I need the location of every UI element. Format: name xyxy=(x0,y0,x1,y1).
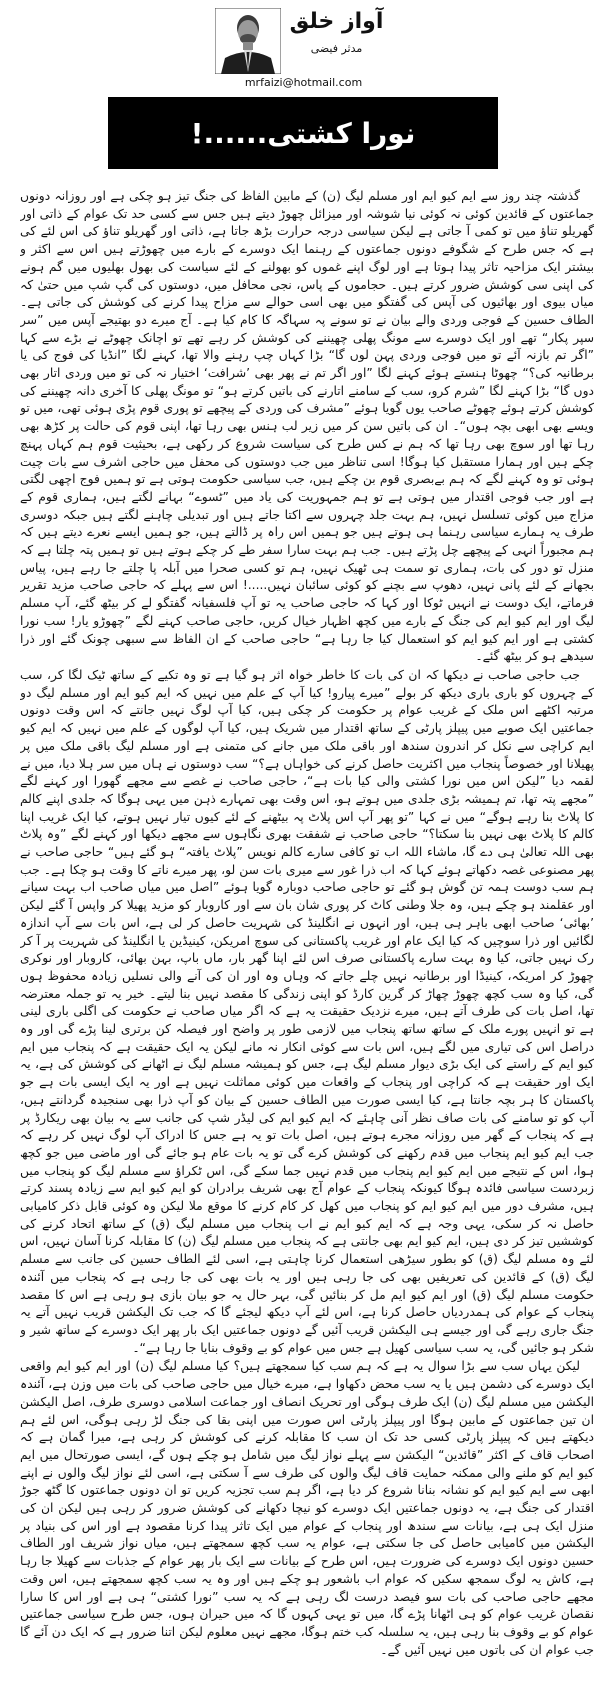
article-body xyxy=(20,188,594,1672)
column-header xyxy=(211,8,396,90)
column-title: آواز خلق xyxy=(289,9,384,34)
author-name: مدثر فیضی xyxy=(310,42,363,55)
article-paragraph: گذشتہ چند روز سے ایم کیو ایم اور مسلم لیگ (ن) کے مابین الفاظ کی جنگ تیز ہو چکی ہے اور روزانہ دونوں جماعتوں کے قائدین کوئی نہ کوئی نیا شوشہ اور میزائل چھوڑ دیتے ہیں جس سے کسی حد تک عوام کے ذاتی اور گھریلو تناؤ میں تو کمی آ جاتی ہے لیکن سیاسی درجہ حرارت بڑھ جاتا ہے، ذاتی اور گھریلو تناؤ کی اس لئے کی ہے کہ جس طرح کے شگوفے دونوں جماعتوں کے رہنما ایک دوسرے کے بارے میں چھوڑتے ہیں اس سے اکثر و بیشتر ایک مزاحیہ تاثر پیدا ہوتا ہے اور لوگ اپنے غموں کو بھولنے کے لئے سیاست کی بھول بھلیوں میں گم ہونے کی اپنی سی کوشش ضرور کرتے ہیں۔ حجاموں کے پاس، نجی محافل میں، دوستوں کی گپ شپ میں حتیٰ کہ میاں بیوی اور بھائیوں کی آپس کی گفتگو میں بھی اسی حوالے سے مزاح پیدا کرنے کی کوشش کی جاتی ہے۔ الطاف حسین کے فوجی وردی والے بیان نے تو سونے پہ سہاگہ کا کام کیا ہے۔ آج میرے دو بھتیجے آپس میں ”سر سپر پکار“ تھے اور ایک دوسرے سے مونگ پھلی چھیننے کی کوشش کر رہے تھے تو اچانک چھوٹے نے بڑے سے کہا ”اگر تم بازنہ آئے تو میں فوجی وردی پہن لوں گا“ بڑا کہاں چپ رہنے والا تھا، کہنے لگا ”انڈیا کی فوج کی یا برطانیہ کی؟“ چھوٹا ہنستے ہوئے کہنے لگا ”اور اگر تم نے پھر بھی ’شرافت‘ اختیار نہ کی تو میں وردی اتار بھی دوں گا“ بڑا کہنے لگا ”شرم کرو، سب کے سامنے اتارنے کی باتیں کرتے ہو“ تو مونگ پھلی کا آخری دانہ چھیننے کی کوشش کرتے ہوئے چھوٹے صاحب یوں گویا ہوئے ”مشرف کی وردی کے پیچھے تو پوری قوم پڑی ہوئی تھی، میں تو ویسے بھی ابھی بچہ ہوں“۔ ان کی باتیں سن کر میں زیر لب ہنس بھی رہا تھا، اپنی قوم کی حالت پر کڑھ بھی رہا تھا اور سوچ بھی رہا تھا کہ ہم نے کس طرح کی سیاست شروع کر رکھی ہے، بحیثیت قوم ہم کہاں پہنچ چکے ہیں اور ہمارا مستقبل کیا ہوگا! اسی تناظر میں جب دوستوں کی محفل میں حاجی اشرف سے بات چیت ہوئی تو وہ کہنے لگے کہ ہم بےبصری قوم بن چکے ہیں، جب سیاسی حکومت ہوتی ہے تو ہمیں فوج اچھی لگتی ہے اور جب فوجی اقتدار میں ہوتی ہے تو ہم جمہوریت کی یاد میں ”ٹسوے“ بہانے لگتے ہیں، ہماری قوم کے مزاج میں کوئی تسلسل نہیں، ہم بہت جلد چہروں سے اکتا جاتے ہیں اور تبدیلی چاہنے لگتے ہیں جبکہ دوسری طرف یہ ہمارے سیاسی رہنما ہی ہوتے ہیں جو ہمیں اس راہ پر ڈالتے ہیں، جو ہمیں ایسے نعرے دیتے ہیں کہ ہم مجبوراً انہی کے پیچھے چل پڑتے ہیں۔ جب ہم بہت سارا سفر طے کر چکے ہوتے ہیں تو ہمیں پتہ چلتا ہے کہ منزل تو دور کی بات، ہماری تو سمت ہی ٹھیک نہیں، ہم تو کسی صحرا میں آبلہ پا چلتے جا رہے ہیں، پیاس بجھانے کے لئے پانی نہیں، دھوپ سے بچنے کو کوئی سائبان نہیں.....! اس سے پہلے کہ حاجی صاحب مزید تقریر فرماتے، ایک دوست نے انہیں ٹوکا اور کہا کہ حاجی صاحب یہ تو آپ فلسفیانہ گفتگو لے کر بیٹھ گئے، آپ مسلم لیگ اور ایم کیو ایم کی جنگ کے بارے میں کچھ اظہار خیال کریں، حاجی صاحب کہنے لگے ”چھوڑو یار! سب نورا کشتی ہے اور ایم کیو ایم کو استعمال کیا جا رہا ہے“ حاجی صاحب کے ان الفاظ سے سبھی چونک گئے اور ذرا سیدھے ہو کر بیٹھ گئے۔ xyxy=(20,189,594,664)
headline: نورا کشتی......! xyxy=(190,116,416,150)
author-email: mrfaizi@hotmail.com xyxy=(211,76,396,90)
author-portrait-icon xyxy=(215,8,281,74)
headline-banner xyxy=(108,97,498,169)
article-paragraph: جب حاجی صاحب نے دیکھا کہ ان کی بات کا خاطر خواہ اثر ہو گیا ہے تو وہ تکیے کے ساتھ ٹیک لگا کر، سب کے چہروں کو باری باری دیکھ کر بولے ”میرے پیارو! کیا آپ کے علم میں نہیں کہ ایم کیو ایم اور مسلم لیگ دو مرتبہ اکٹھے اس ملک کے غریب عوام پر حکومت کر چکی ہیں، کیا آپ لوگ نہیں جانتے کہ اس وقت دونوں جماعتیں ایک صوبے میں پیپلز پارٹی کے ساتھ اقتدار میں شریک ہیں، کیا آپ لوگوں کے علم میں نہیں کہ ایم کیو ایم کراچی سے نکل کر اندرون سندھ اور باقی ملک میں جانے کی متمنی ہے اور مسلم لیگ باقی ملک میں پر پھیلانا اور خصوصاً پنجاب میں اکثریت حاصل کرنے کی خواہاں ہے؟“ سب دوستوں نے ہاں میں سر ہلا دیا، میں نے لقمہ دیا ”لیکن اس میں نورا کشتی والی کیا بات ہے“، حاجی صاحب نے غصے سے مجھے گھورا اور کہنے لگے ”مجھے پتہ تھا، تم ہمیشہ بڑی جلدی میں ہوتے ہو، اس وقت بھی تمہارے ذہن میں یہی ہوگا کہ جلدی اپنے کالم کا پلاٹ بنا رہے ہوگے“ میں نے کہا ”تو پھر آپ اس پلاٹ پہ بیٹھنے کے لئے کیوں تیار نہیں ہوتے، کیا ایک غریب اپنا کالم کا پلاٹ بھی نہیں بنا سکتا؟“ حاجی صاحب نے شفقت بھری نگاہوں سے مجھے دیکھا اور کہنے لگے ”وہ پلاٹ بھی اللہ تعالیٰ ہی دے گا، ماشاء اللہ اب تو کافی سارے کالم نویس ”پلاٹ یافتہ“ ہو گئے ہیں“ حاجی صاحب نے پھر مصنوعی غصہ دکھاتے ہوئے کہا کہ اب ذرا غور سے میری بات سن لو، پھر میرے ناتے کا وقت ہو چکا ہے۔ جب ہم سب دوست ہمہ تن گوش ہو گئے تو حاجی صاحب دوبارہ گویا ہوئے ”اصل میں میاں صاحب اب بہت سیانے اور عقلمند ہو چکے ہیں، وہ جلا وطنی کاٹ کر پوری شان بان سے اور کاروبار کو مزید پھیلا کر واپس آ گئے لیکن ’بھائی‘ صاحب ابھی باہر ہی ہیں، اور انہوں نے انگلینڈ کی شہریت حاصل کر لی ہے، اس بات سے آپ اندازہ لگائیں اور ذرا سوچیں کہ کیا ایک عام اور غریب پاکستانی کی سوچ امریکن، کینیڈین یا انگلینڈ کی شہریت پر آ کر رک نہیں جاتی، کیا وہ بہت سارے پاکستانی صرف اس لئے اپنا گھر بار، ماں باپ، بہن بھائی، کاروبار اور نوکری چھوڑ کر امریکہ، کینیڈا اور برطانیہ نہیں چلے جاتے کہ وہاں وہ اور ان کی آنے والی نسلیں زیادہ محفوظ ہوں گی، کیا وہ سب کچھ چھوڑ چھاڑ کر گرین کارڈ کو اپنی زندگی کا مقصد نہیں بنا لیتے۔ خیر یہ تو جملہ معترضہ تھا، اصل بات کی طرف آتے ہیں، میرے نزدیک حقیقت یہ ہے کہ اگر میاں صاحب نے حکومت کی اگلی باری لینی ہے تو انہیں پورے ملک کے ساتھ ساتھ پنجاب میں لازمی طور پر واضح اور فیصلہ کن برتری لینا پڑے گی اور وہ دراصل اس کی تیاری میں لگے ہیں، اس بات سے کوئی انکار نہ مانے لیکن یہ ایک حقیقت ہے کہ پنجاب میں ایم کیو ایم کے راستے کی ایک بڑی دیوار مسلم لیگ ہے، جس کو ہمیشہ مسلم لیگ نے اٹھانے کی کوشش کی ہے، یہ ایک اور حقیقت ہے کہ کراچی اور پنجاب کے واقعات میں کوئی مماثلت نہیں ہے اور یہ ایک ایسی بات ہے جو پاکستان کا ہر بچہ جانتا ہے، کیا ایسی صورت میں الطاف حسین کے بیان کو آپ ذرا بھی سنجیدہ گردانتے ہیں، آپ کو تو سامنے کی بات صاف نظر آنی چاہئے کہ ایم کیو ایم کی لیڈر شپ کی جانب سے یہ بیان بھی ریکارڈ پر ہے کہ پنجاب کے گھر میں روزانہ مجرے ہوتے ہیں، اصل بات تو یہ ہے جس کا ادراک آپ لوگ نہیں کر رہے کہ جب ایم کیو ایم پنجاب میں قدم رکھنے کی کوشش کرے گی تو یہ بات عام ہو جائے گی اور ماضی میں جو کچھ ہوا، اس کے نتیجے میں ایم کیو ایم پنجاب میں قدم نہیں جما سکے گی، اس ٹکراؤ سے مسلم لیگ کو پنجاب میں زبردست سیاسی فائدہ ہوگا کیونکہ پنجاب کے عوام آج بھی شریف برادران کو ایم کیو ایم سے زیادہ پسند کرتے ہیں، مشرف دور میں ایم کیو ایم کو پنجاب میں کھل کر کام کرنے کا موقع ملا لیکن وہ کوئی قابل ذکر کامیابی حاصل نہ کر سکی، یہی وجہ ہے کہ ایم کیو ایم نے اب پنجاب میں مسلم لیگ (ق) کے ساتھ اتحاد کرنے کی کوششیں تیز کر دی ہیں، ایم کیو ایم بھی جانتی ہے کہ پنجاب میں مسلم لیگ (ن) کا مقابلہ کرنا آسان نہیں، اس لئے وہ مسلم لیگ (ق) کو بطور سیڑھی استعمال کرنا چاہتی ہے، اسی لئے الطاف حسین کی جانب سے مسلم لیگ (ق) کے قائدین کی تعریفیں بھی کی جا رہی ہیں اور یہ بات بھی کی جا رہی ہے کہ پنجاب میں آئندہ حکومت مسلم لیگ (ق) اور ایم کیو ایم مل کر بنائیں گی، بہر حال یہ جو بیان بازی ہو رہی ہے اس کا مقصد پنجاب کے عوام کی ہمدردیاں حاصل کرنا ہے، اس لئے آپ دیکھ لیجئے گا کہ جب تک الیکشن قریب نہیں آتے یہ جنگ جاری رہے گی اور جیسے ہی الیکشن قریب آئیں گے دونوں جماعتیں ایک بار پھر ایک دوسرے کے ساتھ شیر و شکر ہو جائیں گی، یہ سب سیاسی کھیل ہے جس میں عوام کو بے وقوف بنایا جا رہا ہے“۔ xyxy=(20,667,594,1355)
article-paragraph: لیکن یہاں سب سے بڑا سوال یہ ہے کہ ہم سب کیا سمجھتے ہیں؟ کیا مسلم لیگ (ن) اور ایم کیو ایم واقعی ایک دوسرے کی دشمن ہیں یا یہ سب محض دکھاوا ہے، میرے خیال میں حاجی صاحب کی بات میں وزن ہے، آئندہ الیکشن میں مسلم لیگ (ن) ایک طرف ہوگی اور تحریک انصاف اور جماعت اسلامی دوسری طرف، اصل الیکشن ان تین جماعتوں کے مابین ہوگا اور پیپلز پارٹی اس صورت میں اپنی بقا کی جنگ لڑ رہی ہوگی، اس لئے ہم دیکھتے ہیں کہ پیپلز پارٹی کسی حد تک ان سب کا مقابلہ کرنے کی کوشش کر رہی ہے، میرا گمان ہے کہ اصحاب قاف کے اکثر ”قائدین“ الیکشن سے پہلے نواز لیگ میں شامل ہو چکے ہوں گے، ایسی صورتحال میں ایم کیو ایم کو ملنے والی ممکنہ حمایت قاف لیگ والوں کی طرف سے آ سکتی ہے، اسی لئے نواز لیگ والوں نے اپنے ابھی سے ایم کیو ایم کو نشانہ بنانا شروع کر دیا ہے، اگر ہم سب تجزیہ کریں تو ان دونوں جماعتوں کا گٹھ جوڑ اقتدار کی جنگ ہے، یہ دونوں جماعتیں ایک دوسرے کو نیچا دکھانے کی کوشش ضرور کر رہی ہیں لیکن ان کی منزل ایک ہی ہے، بیانات سے سندھ اور پنجاب کے عوام میں ایک تاثر پیدا کرنا مقصود ہے اور اس کی بنیاد پر الیکشن میں کامیابی حاصل کی جا سکتی ہے، عوام یہ سب کچھ سمجھتے ہیں، میاں نواز شریف اور الطاف حسین دونوں ایک دوسرے کی ضرورت ہیں، اس طرح کے بیانات سے ایک بار پھر عوام کے جذبات سے کھیلا جا رہا ہے، کاش یہ لوگ سمجھ سکیں کہ عوام اب باشعور ہو چکے ہیں اور وہ یہ سب کچھ سمجھتے ہیں، اس وقت مجھے حاجی صاحب کی بات سو فیصد درست لگ رہی ہے کہ یہ سب ”نورا کشتی“ ہی ہے اور اس کا سارا نقصان غریب عوام کو ہی اٹھانا پڑے گا، میں تو یہی کہوں گا کہ میں حیران ہوں، جس طرح سیاسی جماعتیں عوام کو بے وقوف بنا رہی ہیں، یہ سلسلہ کب ختم ہوگا، مجھے نہیں معلوم لیکن اتنا ضرور ہے کہ ایک دن آئے گا جب عوام ان کی باتوں میں نہیں آئیں گے۔ xyxy=(20,1359,594,1657)
